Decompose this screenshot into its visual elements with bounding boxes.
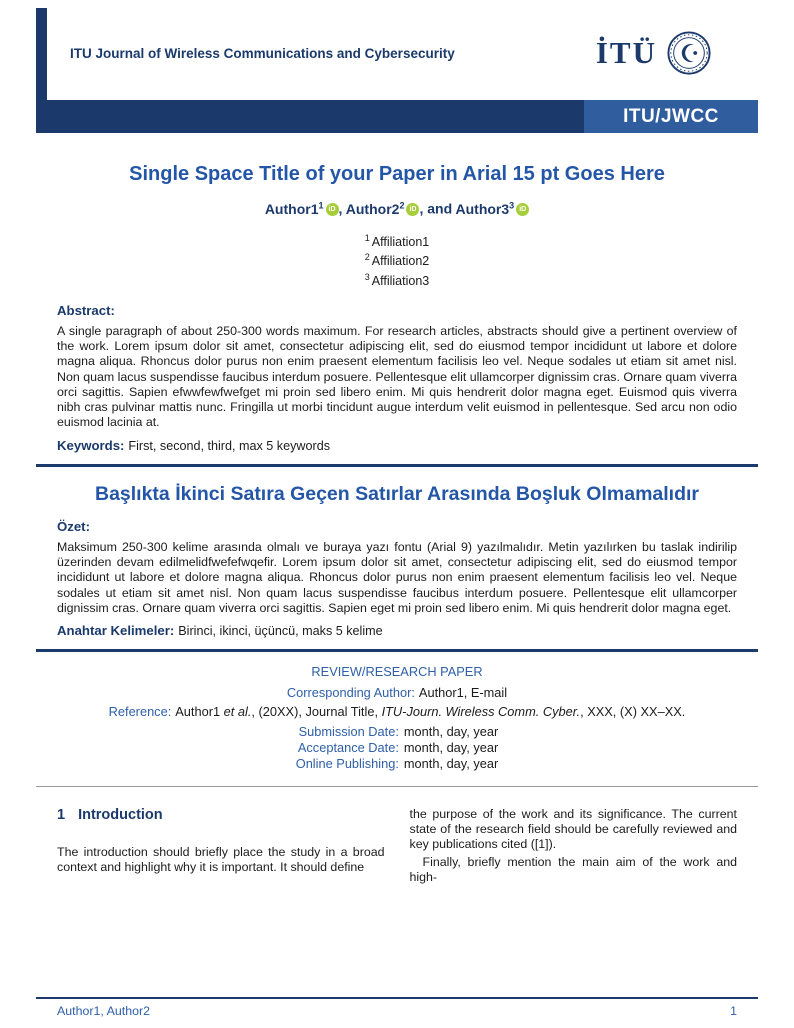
ozet-heading-line bbox=[57, 518, 737, 536]
orcid-icon[interactable]: iD bbox=[326, 203, 339, 216]
reference-label: Reference: bbox=[108, 704, 172, 720]
page-footer bbox=[36, 997, 758, 1019]
submission-date-value: month, day, year bbox=[403, 724, 499, 740]
online-publishing-label: Online Publishing: bbox=[295, 755, 399, 771]
affiliation-line: $^1$ Affiliation1 bbox=[364, 232, 430, 249]
affiliation-line: $^3$ Affiliation3 bbox=[364, 271, 430, 289]
online-publishing-value: month, day, year bbox=[403, 755, 499, 771]
intro-paragraph-2: Finally, briefly mention the main aim of the work and high- bbox=[409, 854, 737, 885]
section-title: Introduction bbox=[78, 806, 163, 823]
abstract-label: Abstract: bbox=[57, 302, 115, 318]
body-columns bbox=[57, 807, 737, 886]
corresponding-author-value: Author1, E-mail bbox=[418, 685, 508, 701]
ozet-text: Maksimum 250-300 kelime arasında olmalı ve buraya yazı fontu (Arial 9) yazılmalıdır. Metin yazılırken bu taslak indirilip üzerinden devam edilmelidfwefefwqefir. Lorem ipsum dolor sit amet, consectetur adipiscing elit, sed do eiusmod tempor incididunt ut labore et dolore magna aliqua. Rhoncus dolor purus non enim praesent elementum facilisis leo vel. Neque sodales ut etiam sit amet nisl. Non quam lacus suspendisse faucibus interdum posuere. Pellentesque elit ullamcorper dignissim cras. Ornare quam viverra orci sagittis. Sapien eget mi proin sed libero enim. Mi quis hendrerit dolor magna eget. bbox=[57, 539, 737, 615]
affiliations-block bbox=[0, 231, 794, 290]
corresponding-author-label: Corresponding Author: bbox=[286, 685, 415, 701]
keywords-label: Keywords: bbox=[57, 437, 125, 453]
page-header bbox=[0, 0, 794, 133]
abstract-text: A single paragraph of about 250-300 words maximum. For research articles, abstracts should give a pertinent overview of the work. Lorem ipsum dolor sit amet, consectetur adipiscing elit, sed do eiusmod tempor incididunt ut labore et dolore magna aliqua. Rhoncus dolor purus non enim praesent elementum facilisis leo vel. Neque sodales ut etiam sit amet nisl. Non quam lacus suspendisse faucibus interdum posuere. Pellentesque elit ullamcorper dignissim cras. Ornare quam viverra orci sagittis. Sapien efwwfewfwefget mi proin sed libero enim. Mi quis hendrerit dolor magna eget. Euismod quis viverra nibh cras pulvinar mattis nunc. Fringilla ut morbi tincidunt augue interdum velit euismod in pellentesque. Sed arcu non odio euismod lacinia at. bbox=[57, 323, 737, 430]
orcid-icon[interactable]: iD bbox=[516, 203, 529, 216]
turkish-keywords-label: Anahtar Kelimeler: bbox=[57, 623, 175, 639]
intro-paragraph: The introduction should briefly place the study in a broad context and highlight why it is important. It should define bbox=[57, 844, 385, 874]
itu-seal-icon bbox=[666, 30, 712, 76]
section-divider bbox=[36, 464, 758, 467]
acceptance-date-value: month, day, year bbox=[403, 739, 499, 755]
author-3: $Author3^3$ bbox=[455, 200, 515, 217]
banner-label: ITU/JWCC bbox=[584, 100, 758, 133]
author-1: $Author1^1$ bbox=[264, 200, 324, 217]
body-divider bbox=[36, 786, 758, 787]
turkish-keywords-line bbox=[57, 623, 737, 638]
author-separator: , bbox=[338, 200, 346, 217]
section-divider bbox=[36, 649, 758, 652]
paper-title-turkish: Başlıkta İkinci Satıra Geçen Satırlar Arasında Boşluk Olmamalıdır bbox=[94, 482, 700, 505]
paper-title-english: Single Space Title of your Paper in Arial 15 pt Goes Here bbox=[129, 163, 665, 185]
author-2: $Author2^2$ bbox=[345, 200, 405, 217]
right-column bbox=[410, 807, 738, 886]
ozet-label: Özet: bbox=[57, 518, 90, 534]
acceptance-date-label: Acceptance Date: bbox=[297, 739, 399, 755]
authors-line bbox=[0, 200, 794, 217]
reference-value: Author1 et al., (20XX), Journal Title, ITU-Journ. Wireless Comm. Cyber., XXX, (X) XX–XX. bbox=[175, 704, 686, 720]
header-row bbox=[70, 30, 712, 76]
banner-bar bbox=[36, 100, 758, 133]
submission-date-label: Submission Date: bbox=[298, 724, 399, 740]
turkish-keywords-text: Birinci, ikinci, üçüncü, maks 5 kelime bbox=[178, 624, 383, 639]
keywords-line bbox=[57, 438, 737, 453]
corresponding-author-line bbox=[0, 685, 794, 701]
abstract-heading-line bbox=[57, 302, 737, 320]
section-heading bbox=[57, 807, 385, 823]
orcid-icon[interactable]: iD bbox=[406, 203, 419, 216]
paper-type: REVIEW/RESEARCH PAPER bbox=[311, 664, 483, 680]
keywords-text: First, second, third, max 5 keywords bbox=[128, 438, 330, 453]
itu-logo-text: İTÜ bbox=[595, 35, 657, 70]
meta-block bbox=[0, 664, 794, 771]
section-number: 1 bbox=[57, 806, 66, 823]
author-separator: , and bbox=[419, 200, 456, 217]
left-column bbox=[57, 807, 385, 886]
footer-page-number: 1 bbox=[730, 1004, 737, 1018]
footer-authors: Author1, Author2 bbox=[57, 1004, 150, 1018]
reference-line bbox=[0, 704, 794, 720]
journal-name: ITU Journal of Wireless Communications and Cybersecurity bbox=[70, 45, 455, 61]
dates-block bbox=[296, 724, 499, 771]
intro-paragraph-continued: the purpose of the work and its significance. The current state of the research field should be carefully reviewed and key publications cited ([1]). bbox=[409, 806, 737, 852]
footer-row bbox=[36, 999, 758, 1018]
itu-logo bbox=[596, 30, 712, 76]
affiliation-line: $^2$ Affiliation2 bbox=[364, 252, 430, 269]
